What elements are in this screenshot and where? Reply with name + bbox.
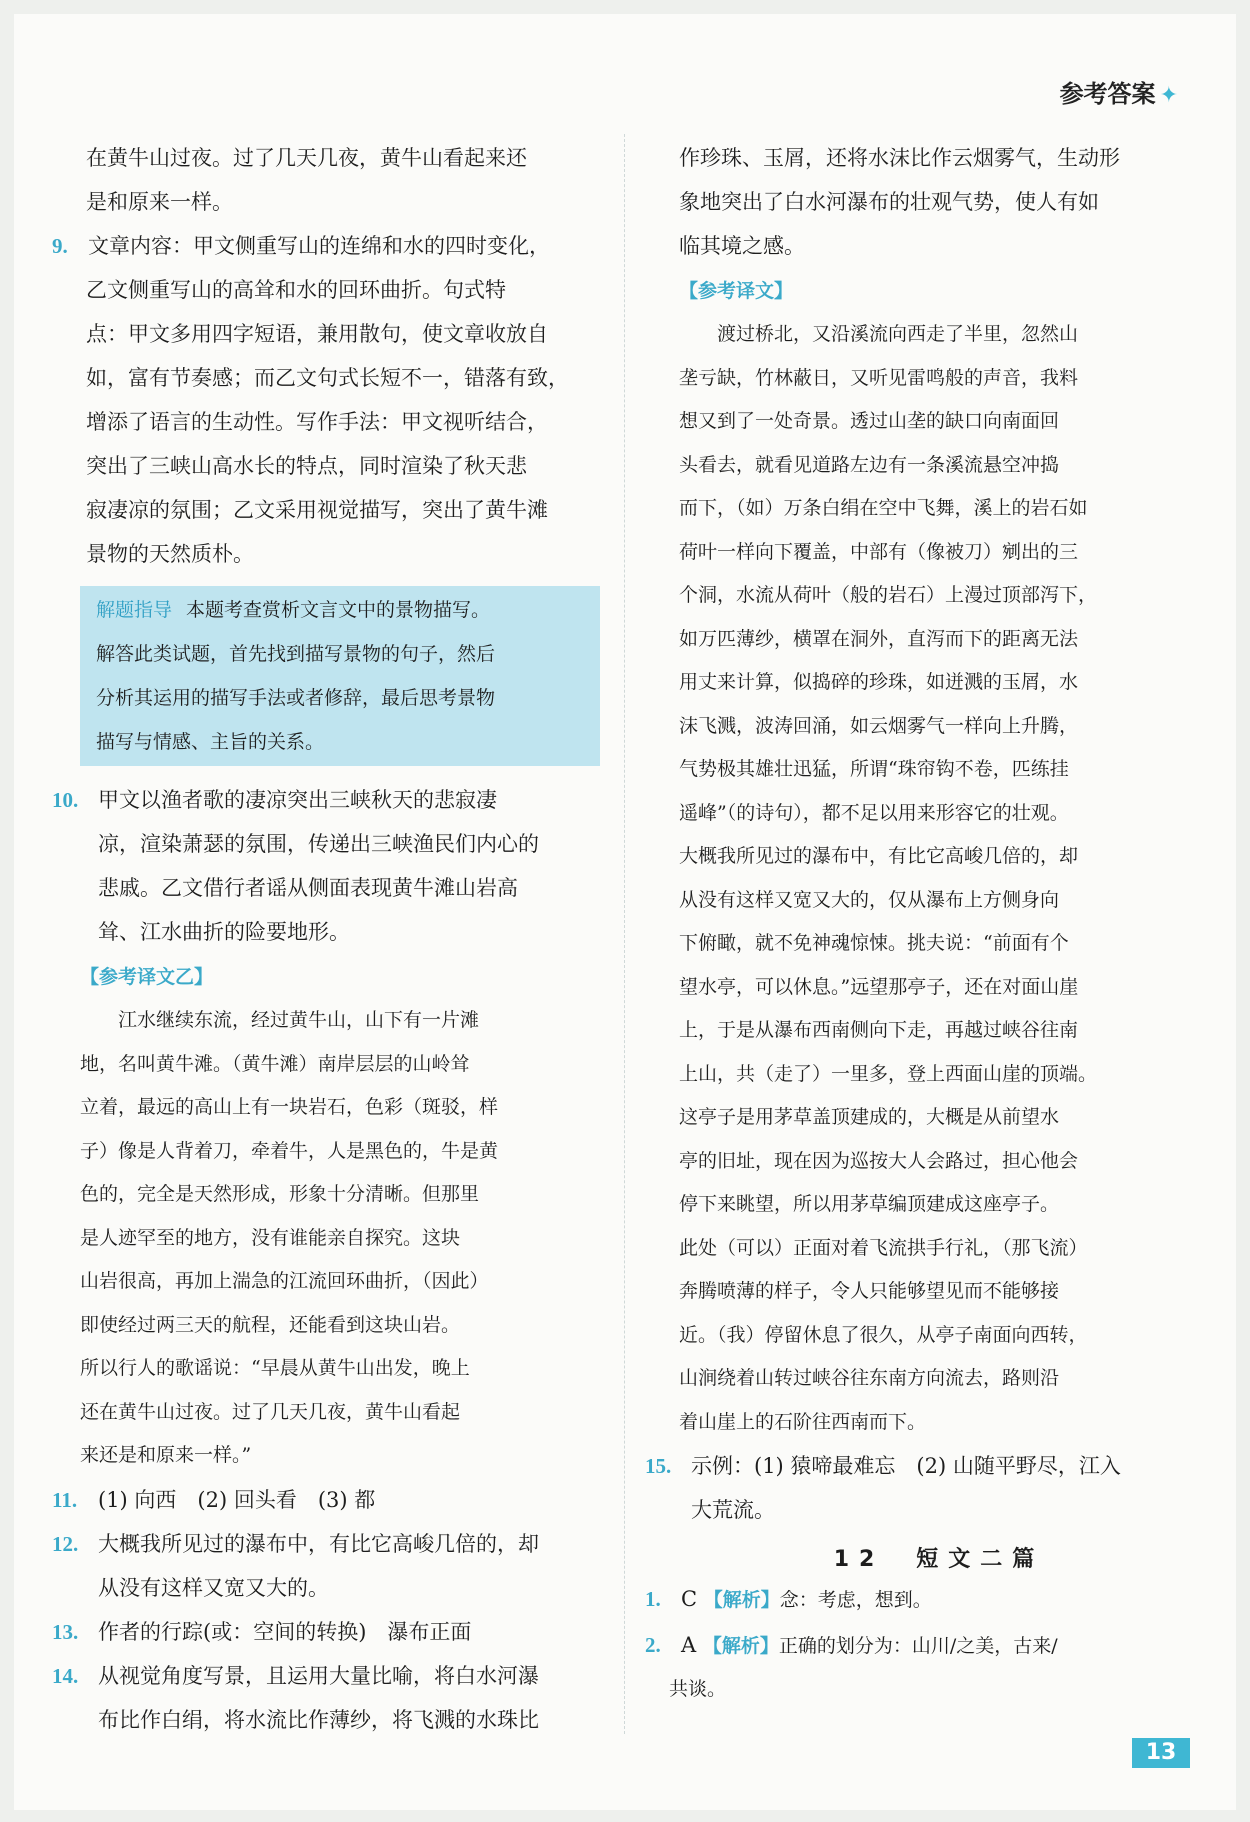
text-line: 示例：(1) 猿啼最难忘 (2) 山随平野尽，江入: [691, 1454, 1121, 1478]
text-line: 荷叶一样向下覆盖，中部有（像被刀）剜出的三: [679, 540, 1079, 563]
text-line: 上山，共（走了）一里多，登上西面山崖的顶端。: [679, 1062, 1098, 1085]
text-line: 望水亭，可以休息。”远望那亭子，还在对面山崖: [679, 975, 1079, 998]
text-line: 头看去，就看见道路左边有一条溪流悬空冲捣: [679, 453, 1060, 476]
text-line: 增添了语言的生动性。写作手法：甲文视听结合，: [86, 410, 548, 434]
section-answer-1: [645, 1577, 1199, 1623]
translation-label: 【参考译文】: [679, 280, 794, 302]
text-line: 个洞，水流从荷叶（般的岩石）上漫过顶部泻下，: [679, 584, 1098, 606]
text-line: 大概我所见过的瀑布中，有比它高峻几倍的，却: [679, 845, 1079, 867]
text-line: 而下，（如）万条白绢在空中飞舞，溪上的岩石如: [679, 497, 1088, 519]
text-line: 突出了三峡山高水长的特点，同时渲染了秋天悲: [86, 454, 527, 478]
text-line: 乙文侧重写山的高耸和水的回环曲折。句式特: [86, 278, 506, 302]
analysis-label: 【解析】: [703, 1589, 780, 1611]
text-line: 凉，渲染萧瑟的氛围，传递出三峡渔民们内心的: [98, 832, 539, 856]
guide-title: 解题指导: [96, 599, 173, 621]
text-line: 亭的旧址，现在因为巡按大人会路过，担心他会: [679, 1149, 1079, 1172]
text-line: 如，富有节奏感；而乙文句式长短不一，错落有致，: [86, 366, 569, 390]
text-line: 江水继续东流，经过黄牛山，山下有一片滩: [118, 1009, 480, 1031]
translation-b: [52, 954, 600, 1478]
text-line: 念：考虑，想到。: [779, 1589, 932, 1611]
left-column: [52, 136, 600, 1742]
text-line: 沫飞溅，波涛回涌，如云烟雾气一样向上升腾，: [679, 714, 1079, 737]
answer-12: [52, 1522, 600, 1610]
text-line: 布比作白绢，将水流比作薄纱，将飞溅的水珠比: [98, 1707, 539, 1732]
question-number: 11.: [52, 1487, 78, 1512]
page-header: [1060, 74, 1178, 109]
text-line: 所以行人的歌谣说：“早晨从黄牛山出发，晚上: [80, 1357, 470, 1379]
text-line: 从没有这样又宽又大的，仅从瀑布上方侧身向: [679, 888, 1060, 911]
text-line: 停下来眺望，所以用茅草编顶建成这座亭子。: [679, 1193, 1060, 1215]
page: [14, 14, 1236, 1810]
text-line: 是和原来一样。: [86, 190, 233, 214]
text-line: 立着，最远的高山上有一块岩石，色彩（斑驳，样: [80, 1096, 499, 1118]
question-number: 13.: [52, 1619, 79, 1644]
text-line: 上，于是从瀑布西南侧向下走，再越过峡谷往南: [679, 1019, 1079, 1041]
text-line: 分析其运用的描写手法或者修辞，最后思考景物: [96, 687, 496, 709]
text-line: 地，名叫黄牛滩。（黄牛滩）南岸层层的山岭耸: [80, 1052, 470, 1075]
question-number: 9.: [52, 234, 68, 258]
sparkle-icon: ✦: [1159, 83, 1178, 108]
answer-11: [52, 1478, 600, 1522]
answer-letter: A: [681, 1632, 697, 1657]
text-line: 作珍珠、玉屑，还将水沫比作云烟雾气，生动形: [679, 146, 1120, 170]
text-line: 这亭子是用茅草盖顶建成的，大概是从前望水: [679, 1106, 1060, 1128]
page-number: 13: [1132, 1738, 1190, 1768]
text-line: 正确的划分为：山川/之美，古来/: [778, 1634, 1058, 1657]
text-line: 即使经过两三天的航程，还能看到这块山岩。: [80, 1313, 461, 1336]
answer-10: [52, 778, 600, 954]
answer-9: [52, 224, 600, 576]
text-line: 来还是和原来一样。”: [80, 1444, 252, 1466]
question-number: 2.: [645, 1632, 661, 1657]
text-line: 下俯瞰，就不免神魂惊悚。挑夫说：“前面有个: [679, 932, 1069, 954]
text-line: 山涧绕着山转过峡谷往东南方向流去，路则沿: [679, 1367, 1060, 1389]
text-line: 着山崖上的石阶往西南而下。: [679, 1410, 927, 1433]
text-line: 象地突出了白水河瀑布的壮观气势，使人有如: [679, 190, 1099, 214]
text-line: 临其境之感。: [679, 234, 805, 258]
text-line: 耸、江水曲折的险要地形。: [98, 920, 350, 944]
text-line: 用丈来计算，似捣碎的珍珠，如迸溅的玉屑，水: [679, 671, 1079, 693]
answer-15: [645, 1444, 1199, 1532]
text-line: 文章内容：甲文侧重写山的连绵和水的四时变化，: [88, 234, 550, 258]
text-line: 在黄牛山过夜。过了几天几夜，黄牛山看起来还: [86, 146, 527, 170]
column-divider: [624, 134, 625, 1734]
text-line: 描写与情感、主旨的关系。: [96, 731, 325, 753]
answer-14: [52, 1654, 600, 1742]
answer-letter: C: [681, 1587, 698, 1611]
text-line: 点：甲文多用四字短语，兼用散句，使文章收放自: [86, 322, 548, 346]
text-line: 想又到了一处奇景。透过山垄的缺口向南面回: [679, 410, 1060, 432]
text-line: 甲文以渔者歌的凄凉突出三峡秋天的悲寂凄: [98, 788, 497, 812]
answer-13: [52, 1610, 600, 1654]
text-line: 还在黄牛山过夜。过了几天几夜，黄牛山看起: [80, 1400, 461, 1423]
text-line: 垄亏缺，竹林蔽日，又听见雷鸣般的声音，我料: [679, 366, 1079, 389]
text-line: 此处（可以）正面对着飞流拱手行礼，（那飞流）: [679, 1236, 1088, 1259]
text-line: 本题考查赏析文言文中的景物描写。: [186, 599, 491, 621]
text-line: 从没有这样又宽又大的。: [98, 1575, 329, 1600]
right-column: [645, 136, 1199, 1712]
text-line: 气势极其雄壮迅猛，所谓“珠帘钩不卷，匹练挂: [679, 758, 1069, 780]
question-number: 1.: [645, 1587, 661, 1611]
text-line: 大荒流。: [691, 1498, 775, 1522]
text-line: 是人迹罕至的地方，没有谁能亲自探究。这块: [80, 1226, 461, 1249]
text-line: 奔腾喷薄的样子，令人只能够望见而不能够接: [679, 1280, 1060, 1302]
text-line: 共谈。: [669, 1678, 727, 1700]
text-line: 色的，完全是天然形成，形象十分清晰。但那里: [80, 1183, 480, 1205]
question-number: 15.: [645, 1454, 672, 1478]
translation-a: [679, 268, 1199, 1444]
text-line: 山岩很高，再加上湍急的江流回环曲折，（因此）: [80, 1270, 489, 1292]
text-line: 景物的天然质朴。: [86, 542, 254, 566]
question-number: 14.: [52, 1663, 79, 1688]
question-number: 10.: [52, 788, 79, 812]
text-line: 寂凄凉的氛围；乙文采用视觉描写，突出了黄牛滩: [86, 498, 548, 522]
analysis-label: 【解析】: [702, 1634, 779, 1657]
text-line: 悲戚。乙文借行者谣从侧面表现黄牛滩山岩高: [98, 876, 518, 900]
text-line: (1) 向西 (2) 回头看 (3) 都: [98, 1487, 376, 1512]
section-answer-2: [645, 1623, 1199, 1669]
text-line: 遥峰”（的诗句），都不足以用来形容它的壮观。: [679, 801, 1069, 824]
header-title: 参考答案: [1059, 80, 1156, 108]
text-line: 渡过桥北，又沿溪流向西走了半里，忽然山: [717, 323, 1079, 345]
solution-guide-box: [80, 586, 600, 766]
text-line: 近。（我）停留休息了很久，从亭子南面向西转，: [679, 1323, 1088, 1346]
question-number: 12.: [52, 1531, 79, 1556]
text-line: 从视觉角度写景，且运用大量比喻，将白水河瀑: [98, 1663, 539, 1688]
translation-label: 【参考译文乙】: [80, 966, 214, 988]
text-line: 大概我所见过的瀑布中，有比它高峻几倍的，却: [98, 1531, 539, 1556]
text-line: 解答此类试题，首先找到描写景物的句子，然后: [96, 643, 496, 665]
text-line: 子）像是人背着刀，牵着牛，人是黑色的，牛是黄: [80, 1139, 499, 1162]
text-line: 作者的行踪(或：空间的转换) 瀑布正面: [98, 1619, 472, 1644]
text-line: 如万匹薄纱，横罩在洞外，直泻而下的距离无法: [679, 627, 1079, 650]
section-title: 12 短文二篇: [833, 1547, 1045, 1572]
